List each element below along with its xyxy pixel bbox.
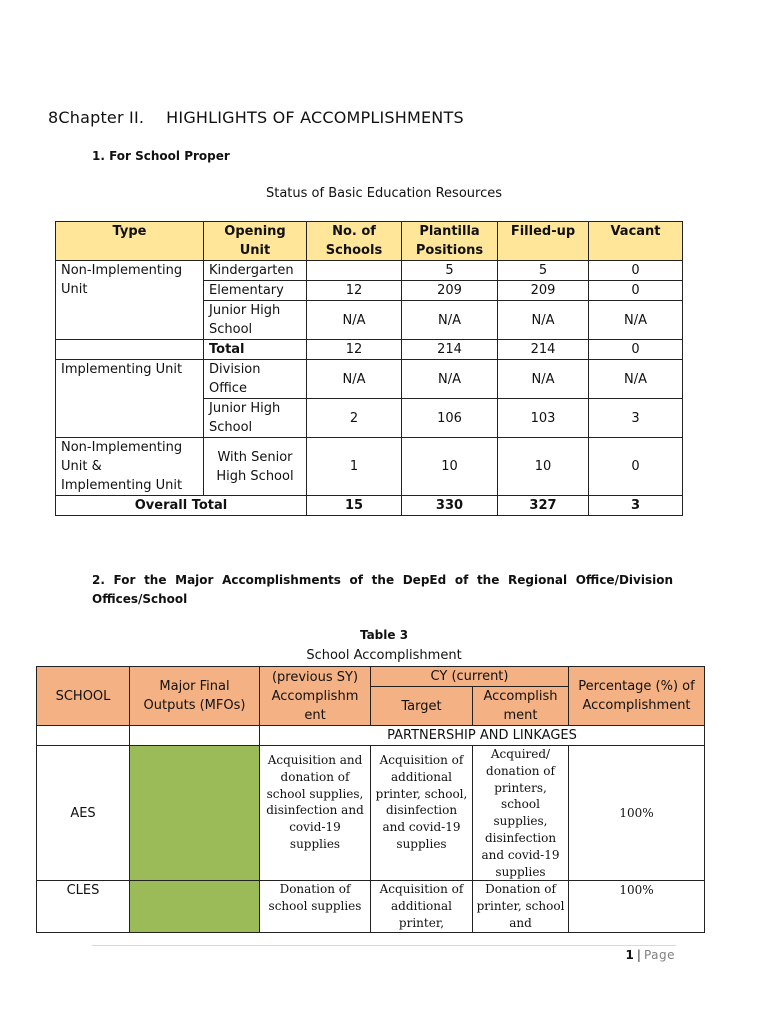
header-cell: Vacant: [589, 222, 683, 261]
vacant-cell: N/A: [589, 360, 683, 399]
plantilla-cell: 209: [402, 281, 498, 301]
type-word: Unit: [61, 459, 88, 474]
header-cy-current: CY (current): [371, 667, 569, 687]
schools-cell: 12: [307, 281, 402, 301]
type-cell: [56, 438, 204, 496]
unit-cell: [204, 399, 307, 438]
table-row: [56, 360, 683, 399]
plantilla-cell: 10: [402, 438, 498, 496]
vacant-cell: N/A: [589, 301, 683, 340]
filled-cell: 10: [498, 438, 589, 496]
filled-cell: 5: [498, 261, 589, 281]
table-row: [56, 438, 683, 496]
overall-label: Overall Total: [56, 496, 307, 516]
empty-cell: [37, 726, 130, 746]
schools-cell: 12: [307, 340, 402, 360]
header-cell: Opening Unit: [204, 222, 307, 261]
table-row: [56, 340, 683, 360]
plantilla-cell: 214: [402, 340, 498, 360]
table-header-row: [37, 667, 705, 687]
empty-cell: [130, 726, 260, 746]
percentage-cell: 100%: [569, 881, 705, 932]
plantilla-cell: 5: [402, 261, 498, 281]
section-2-heading: 2. For the Major Accomplishments of the DepEd of the Regional Office/Division Offices/School: [92, 573, 673, 606]
header-cell: No. of Schools: [307, 222, 402, 261]
type-line: Non-Implementing: [61, 440, 183, 455]
plantilla-cell: 330: [402, 496, 498, 516]
plantilla-cell: N/A: [402, 301, 498, 340]
table-header-row: [56, 222, 683, 261]
schools-cell: [307, 261, 402, 281]
filled-cell: N/A: [498, 360, 589, 399]
type-cell: [56, 340, 204, 360]
header-cell: Plantilla Positions: [402, 222, 498, 261]
table-row: [37, 881, 705, 932]
header-mfo: Major Final Outputs (MFOs): [130, 667, 260, 726]
unit-word: High: [250, 401, 281, 416]
filled-cell: N/A: [498, 301, 589, 340]
vacant-cell: 3: [589, 496, 683, 516]
chapter-number: 8Chapter II.: [48, 108, 145, 127]
overall-total-row: [56, 496, 683, 516]
previous-cell: Acquisition and donation of school supplies, disinfection and covid-19 supplies: [260, 746, 371, 881]
schools-cell: 15: [307, 496, 402, 516]
unit-cell: Total: [204, 340, 307, 360]
unit-cell: Elementary: [204, 281, 307, 301]
accomplishment-cell: Donation of printer, school and: [473, 881, 569, 932]
filled-cell: 209: [498, 281, 589, 301]
vacant-cell: 0: [589, 281, 683, 301]
unit-word: School: [209, 420, 253, 435]
header-cell: Filled-up: [498, 222, 589, 261]
filled-cell: 214: [498, 340, 589, 360]
unit-word: Junior: [209, 303, 247, 318]
header-cell: Type: [56, 222, 204, 261]
page-footer: [626, 948, 675, 962]
mfo-cell: [130, 881, 260, 932]
type-cell: Non-Implementing Unit: [56, 261, 204, 340]
schools-cell: N/A: [307, 360, 402, 399]
table3-title: Table 3: [359, 628, 409, 642]
category-row: [37, 726, 705, 746]
header-percentage: Percentage (%) of Accomplishment: [569, 667, 705, 726]
unit-cell: With Senior High School: [204, 438, 307, 496]
plantilla-cell: 106: [402, 399, 498, 438]
table3-subtitle: School Accomplishment: [306, 648, 462, 663]
type-line: Implementing Unit: [61, 478, 183, 493]
unit-word: High: [250, 303, 281, 318]
school-cell: AES: [37, 746, 130, 881]
type-cell: Implementing Unit: [56, 360, 204, 438]
vacant-cell: 0: [589, 340, 683, 360]
schools-cell: 1: [307, 438, 402, 496]
header-previous-sy: (previous SY) Accomplishm ent: [260, 667, 371, 726]
table-row: [37, 746, 705, 881]
percentage-cell: 100%: [569, 746, 705, 881]
chapter-title: [48, 108, 464, 127]
header-target: Target: [371, 687, 473, 726]
accomplishment-table: [36, 666, 705, 933]
section-1-heading: 1. For School Proper: [92, 149, 230, 163]
target-cell: Acquisition of additional printer,: [371, 881, 473, 932]
type-word: &: [91, 459, 102, 474]
header-school: SCHOOL: [37, 667, 130, 726]
table-row: [56, 261, 683, 281]
chapter-heading: HIGHLIGHTS OF ACCOMPLISHMENTS: [166, 108, 464, 127]
footer-separator: |: [636, 948, 641, 962]
accomplishment-cell: Acquired/ donation of printers, school supplies, disinfection and covid-19 supplies: [473, 746, 569, 881]
target-cell: Acquisition of additional printer, school, disinfection and covid-19 supplies: [371, 746, 473, 881]
mfo-cell: [130, 746, 260, 881]
schools-cell: N/A: [307, 301, 402, 340]
school-cell: CLES: [37, 881, 130, 932]
vacant-cell: 0: [589, 261, 683, 281]
page-label: Page: [643, 948, 675, 962]
schools-cell: 2: [307, 399, 402, 438]
filled-cell: 327: [498, 496, 589, 516]
page-number: 1: [625, 948, 634, 962]
vacant-cell: 3: [589, 399, 683, 438]
unit-cell: Division Office: [204, 360, 307, 399]
category-label: PARTNERSHIP AND LINKAGES: [260, 726, 705, 746]
unit-word: Junior: [209, 401, 247, 416]
footer-divider: [92, 945, 676, 946]
vacant-cell: 0: [589, 438, 683, 496]
plantilla-cell: N/A: [402, 360, 498, 399]
resources-table: [55, 221, 683, 516]
unit-word: School: [209, 322, 253, 337]
table1-caption: Status of Basic Education Resources: [265, 186, 502, 201]
unit-cell: [204, 301, 307, 340]
filled-cell: 103: [498, 399, 589, 438]
previous-cell: Donation of school supplies: [260, 881, 371, 932]
unit-cell: Kindergarten: [204, 261, 307, 281]
header-accomplishment: Accomplish ment: [473, 687, 569, 726]
